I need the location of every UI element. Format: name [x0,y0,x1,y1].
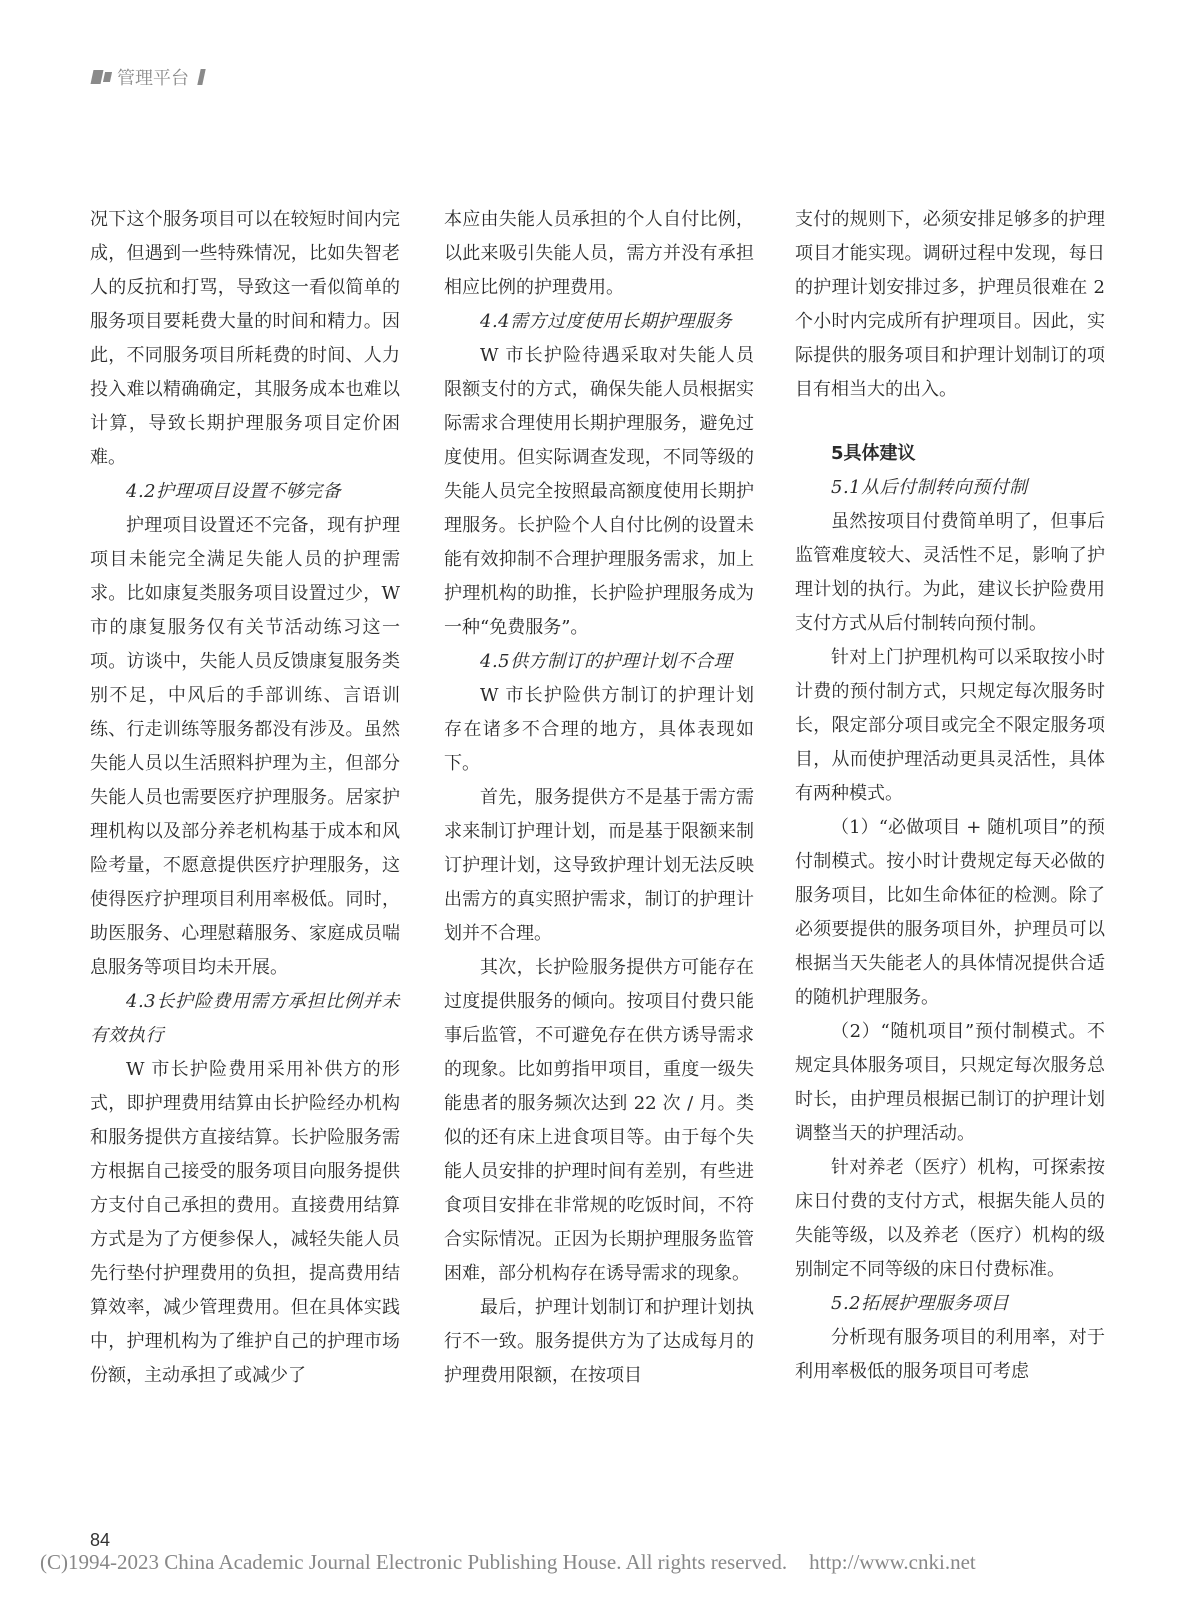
cnki-link[interactable]: http://www.cnki.net [809,1550,976,1574]
paragraph: 护理项目设置还不完备，现有护理项目未能完全满足失能人员的护理需求。比如康复类服务项目设置过少，W 市的康复服务仅有关节活动练习这一项。访谈中，失能人员反馈康复服务类别不足，中风后的手部训练、言语训练、行走训练等服务都没有涉及。虽然失能人员以生活照料护理为主，但部分失能人员也需要医疗护理服务。居家护理机构以及部分养老机构基于成本和风险考量，不愿意提供医疗护理服务，这使得医疗护理项目利用率极低。同时，助医服务、心理慰藉服务、家庭成员喘息服务等项目均未开展。 [90,515,400,978]
subheading-5-2: 5.2拓展护理服务项目 [831,1293,1010,1314]
paragraph: 支付的规则下，必须安排足够多的护理项目才能实现。调研过程中发现，每日的护理计划安排过多，护理员很难在 2 个小时内完成所有护理项目。因此，实际提供的服务项目和护理计划制订的项目有相当大的出入。 [795,209,1105,400]
page-number: 84 [90,1530,111,1550]
paragraph: W 市长护险待遇采取对失能人员限额支付的方式，确保失能人员根据实际需求合理使用长期护理服务，避免过度使用。但实际调查发现，不同等级的失能人员完全按照最高额度使用长期护理服务。长护险个人自付比例的设置未能有效抑制不合理护理服务需求，加上护理机构的助推，长护险护理服务成为一种“免费服务”。 [444,345,754,638]
paragraph: 本应由失能人员承担的个人自付比例，以此来吸引失能人员，需方并没有承担相应比例的护理费用。 [444,209,754,298]
section-logo-icon [92,70,111,84]
section-end-bar-icon [197,69,205,85]
paragraph: 分析现有服务项目的利用率，对于利用率极低的服务项目可考虑 [795,1327,1105,1382]
paragraph: 最后，护理计划制订和护理计划执行不一致。服务提供方为了达成每月的护理费用限额，在按项目 [444,1297,754,1386]
column-3 [795,203,1105,1389]
paragraph: 况下这个服务项目可以在较短时间内完成，但遇到一些特殊情况，比如失智老人的反抗和打骂，导致这一看似简单的服务项目要耗费大量的时间和精力。因此，不同服务项目所耗费的时间、人力投入难以精确确定，其服务成本也难以计算，导致长期护理服务项目定价困难。 [90,209,400,468]
subheading-4-5: 4.5供方制订的护理计划不合理 [480,651,733,672]
paragraph: W 市长护险费用采用补供方的形式，即护理费用结算由长护险经办机构和服务提供方直接结算。长护险服务需方根据自己接受的服务项目向服务提供方支付自己承担的费用。直接费用结算方式是为了方便参保人，减轻失能人员先行垫付护理费用的负担，提高费用结算效率，减少管理费用。但在具体实践中，护理机构为了维护自己的护理市场份额，主动承担了或减少了 [90,1059,400,1386]
journal-section-header [92,64,204,90]
paragraph: 针对上门护理机构可以采取按小时计费的预付制方式，只规定每次服务时长，限定部分项目或完全不限定服务项目，从而使护理活动更具灵活性，具体有两种模式。 [795,647,1105,804]
subheading-4-2: 4.2护理项目设置不够完备 [126,481,342,502]
paragraph: （1）“必做项目 + 随机项目”的预付制模式。按小时计费规定每天必做的服务项目，比如生命体征的检测。除了必须要提供的服务项目外，护理员可以根据当天失能老人的具体情况提供合适的随机护理服务。 [795,817,1105,1008]
paragraph: 虽然按项目付费简单明了，但事后监管难度较大、灵活性不足，影响了护理计划的执行。为此，建议长护险费用支付方式从后付制转向预付制。 [795,511,1105,634]
subheading-4-4: 4.4需方过度使用长期护理服务 [480,311,733,332]
paragraph: （2）“随机项目”预付制模式。不规定具体服务项目，只规定每次服务总时长，由护理员根据已制订的护理计划调整当天的护理活动。 [795,1021,1105,1144]
section-heading-5: 5具体建议 [831,443,916,464]
column-1 [90,203,400,1393]
paragraph: 其次，长护险服务提供方可能存在过度提供服务的倾向。按项目付费只能事后监管，不可避免存在供方诱导需求的现象。比如剪指甲项目，重度一级失能患者的服务频次达到 22 次 / 月。类似的还有床上进食项目等。由于每个失能人员安排的护理时间有差别，有些进食项目安排在非常规的吃饭时间，不符合实际情况。正因为长期护理服务监管困难，部分机构存在诱导需求的现象。 [444,957,754,1284]
subheading-5-1: 5.1从后付制转向预付制 [831,477,1028,498]
column-2 [444,203,754,1393]
copyright-footer [40,1550,976,1575]
copyright-text: (C)1994-2023 China Academic Journal Electronic Publishing House. All rights reserved. [40,1550,788,1574]
section-title: 管理平台 [117,68,189,89]
paragraph: 针对养老（医疗）机构，可探索按床日付费的支付方式，根据失能人员的失能等级，以及养老（医疗）机构的级别制定不同等级的床日付费标准。 [795,1157,1105,1280]
paragraph: 首先，服务提供方不是基于需方需求来制订护理计划，而是基于限额来制订护理计划，这导致护理计划无法反映出需方的真实照护需求，制订的护理计划并不合理。 [444,787,754,944]
paragraph: W 市长护险供方制订的护理计划存在诸多不合理的地方，具体表现如下。 [444,685,754,774]
subheading-4-3: 4.3长护险费用需方承担比例并未有效执行 [90,991,400,1046]
